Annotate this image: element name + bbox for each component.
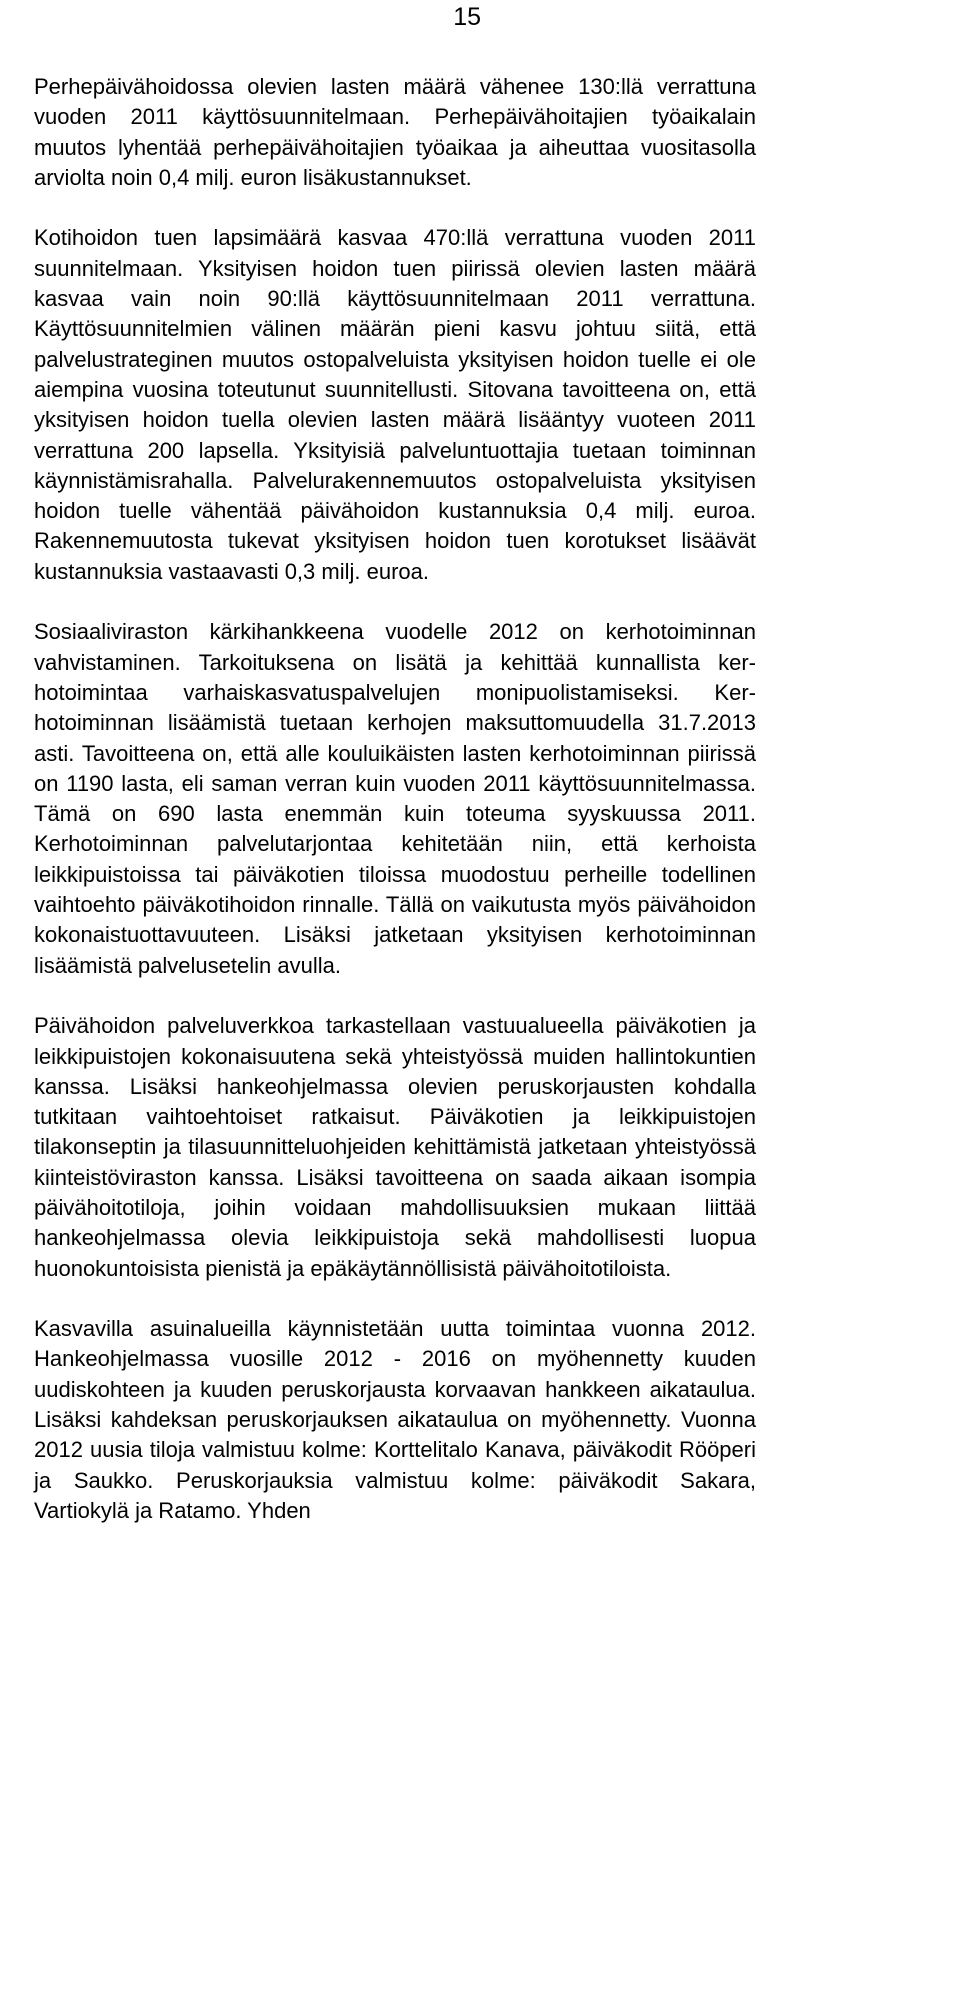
paragraph-service-network: Päivähoidon palveluverkkoa tarkastellaan vastuualueella päiväkotien ja leikkipuistojen kokonaisuutena sekä yhteistyössä muiden hallintokuntien kanssa. Lisäksi hankeohjelmassa olevien peruskorjausten kohdalla tutkitaan vaihtoehtoiset ratkaisut. Päiväkotien ja leikkipuistojen tilakonseptin ja tilasuunnitteluohjeiden kehittämistä jatketaan yhteistyössä kiinteistöviraston kanssa. Lisäksi tavoitteena on saada aikaan isompia päivähoitotiloja, joihin voidaan mahdollisuuksien mukaan liittää hankeohjelmassa olevia leikkipuistoja sekä mahdollisesti luopua huonokuntoisista pienistä ja epäkäytännöllisistä päivähoitotiloista.	[34, 1013, 756, 1281]
paragraph-family-daycare: Perhepäivähoidossa olevien lasten määrä vähenee 130:llä verrattuna vuoden 2011 käyttösuunnitelmaan. Perhepäivähoitajien työaikalain muutos lyhentää perhepäivähoitajien työaikaa ja aiheuttaa vuositasolla arviolta noin 0,4 milj. euron lisäkustannukset.	[34, 74, 756, 190]
paragraph-new-residential-areas: Kasvavilla asuinalueilla käynnistetään uutta toimintaa vuonna 2012. Hankeohjelmassa vuosille 2012 - 2016 on myöhennetty kuuden uudiskohteen ja kuuden peruskorjausta korvaavan hankkeen aikataulua. Lisäksi kahdeksan peruskorjauksen aikataulua on myöhennetty. Vuonna 2012 uusia tiloja valmistuu kolme: Korttelitalo Kanava, päiväkodit Rööperi ja Saukko. Peruskorjauksia valmistuu kolme: päiväkodit Sakara, Vartiokylä ja Ratamo. Yhden	[34, 1316, 756, 1523]
paragraph-club-activities: Sosiaaliviraston kärkihankkeena vuodelle 2012 on kerhotoiminnan vahvistaminen. Tarkoituksena on lisätä ja kehittää kunnallista kerhotoimintaa varhaiskasvatuspalvelujen monipuolistamiseksi. Kerhotoiminnan lisäämistä tuetaan kerhojen maksuttomuudella 31.7.2013 asti. Tavoitteena on, että alle kouluikäisten lasten kerhotoiminnan piirissä on 1190 lasta, eli saman verran kuin vuoden 2011 käyttösuunnitelmassa. Tämä on 690 lasta enemmän kuin toteuma syyskuussa 2011. Kerhotoiminnan palvelutarjontaa kehitetään niin, että kerhoista leikkipuistoissa tai päiväkotien tiloissa muodostuu perheille todellinen vaihtoehto päiväkotihoidon rinnalle. Tällä on vaikutusta myös päivähoidon kokonaistuottavuuteen. Lisäksi jatketaan yksityisen kerhotoiminnan lisäämistä palvelusetelin avulla.	[34, 619, 756, 978]
paragraph-home-care-support: Kotihoidon tuen lapsimäärä kasvaa 470:llä verrattuna vuoden 2011 suunnitelmaan. Yksityisen hoidon tuen piirissä olevien lasten määrä kasvaa vain noin 90:llä käyttösuunnitelmaan 2011 verrattuna. Käyttösuunnitelmien välinen määrän pieni kasvu johtuu siitä, että palvelustrateginen muutos ostopalveluista yksityisen hoidon tuelle ei ole aiempina vuosina toteutunut suunnitellusti. Sitovana tavoitteena on, että yksityisen hoidon tuella olevien lasten määrä lisääntyy vuoteen 2011 verrattuna 200 lapsella. Yksityisiä palveluntuottajia tuetaan toiminnan käynnistämisrahalla. Palvelurakennemuutos ostopalveluista yksityisen hoidon tuelle vähentää päivähoidon kustannuksia 0,4 milj. euroa. Rakennemuutosta tukevat yksityisen hoidon tuen korotukset lisäävät kustannuksia vastaavasti 0,3 milj. euroa.	[34, 225, 756, 584]
page-number: 15	[453, 3, 481, 31]
document-body	[34, 72, 756, 1526]
